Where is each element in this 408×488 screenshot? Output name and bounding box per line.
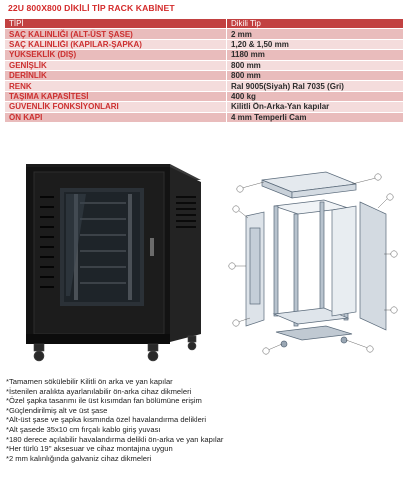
feature-list [6, 377, 223, 463]
spec-table-header-row [5, 19, 404, 29]
spec-label: ÖN KAPI [5, 112, 227, 122]
spec-row [5, 81, 404, 91]
spec-row [5, 70, 404, 80]
spec-value: Ral 9005(Siyah) Ral 7035 (Gri) [227, 81, 404, 91]
spec-value: 4 mm Temperli Cam [227, 112, 404, 122]
spec-label: DERİNLİK [5, 70, 227, 80]
spec-label: GENİŞLİK [5, 60, 227, 70]
spec-value: 800 mm [227, 70, 404, 80]
spec-value: 400 kg [227, 91, 404, 101]
spec-label: TAŞIMA KAPASİTESİ [5, 91, 227, 101]
spec-row [5, 91, 404, 101]
spec-row [5, 112, 404, 122]
feature-item: *Özel şapka tasarımı ile üst kısımdan fan bölümüne erişim [6, 396, 202, 406]
spec-label: SAÇ KALINLIĞI (ALT-ÜST ŞASE) [5, 29, 227, 39]
spec-row [5, 39, 404, 49]
feature-item: *Alt şasede 35x10 cm fırçalı kablo giriş yuvası [6, 424, 161, 434]
feature-item: *Her türlü 19'' aksesuar ve cihaz montajına uygun [6, 444, 173, 454]
rack-cabinet-photo [20, 156, 205, 364]
feature-item: *İstenilen aralıkta ayarlanılabilir ön-arka cihaz dikmeleri [6, 386, 192, 396]
spec-label: YÜKSEKLİK (DIŞ) [5, 50, 227, 60]
spec-table [4, 18, 404, 123]
spec-label: RENK [5, 81, 227, 91]
spec-row [5, 50, 404, 60]
feature-item: *180 derece açılabilir havalandırma delikli ön-arka ve yan kapılar [6, 434, 224, 444]
spec-value: 1,20 & 1,50 mm [227, 39, 404, 49]
feature-item: *Güçlendirilmiş alt ve üst şase [6, 405, 108, 415]
spec-value: Kilitli Ön-Arka-Yan kapılar [227, 102, 404, 112]
spec-row [5, 29, 404, 39]
exploded-diagram [228, 162, 398, 360]
spec-row [5, 102, 404, 112]
spec-label: GÜVENLİK FONKSİYONLARI [5, 102, 227, 112]
page-title: 22U 800X800 DİKİLİ TİP RACK KABİNET [8, 3, 175, 13]
spec-label: TİPİ [5, 19, 227, 29]
spec-row [5, 60, 404, 70]
spec-label: SAÇ KALINLIĞI (KAPILAR-ŞAPKA) [5, 39, 227, 49]
spec-value: Dikili Tip [227, 19, 404, 29]
feature-item: *Alt-üst şase ve şapka kısmında özel havalandırma delikleri [6, 415, 207, 425]
spec-value: 1180 mm [227, 50, 404, 60]
feature-item: *2 mm kalınlığında galvaniz cihaz dikmeleri [6, 453, 152, 463]
feature-item: *Tamamen sökülebilir Kilitli ön arka ve yan kapılar [6, 377, 173, 386]
spec-value: 2 mm [227, 29, 404, 39]
spec-value: 800 mm [227, 60, 404, 70]
